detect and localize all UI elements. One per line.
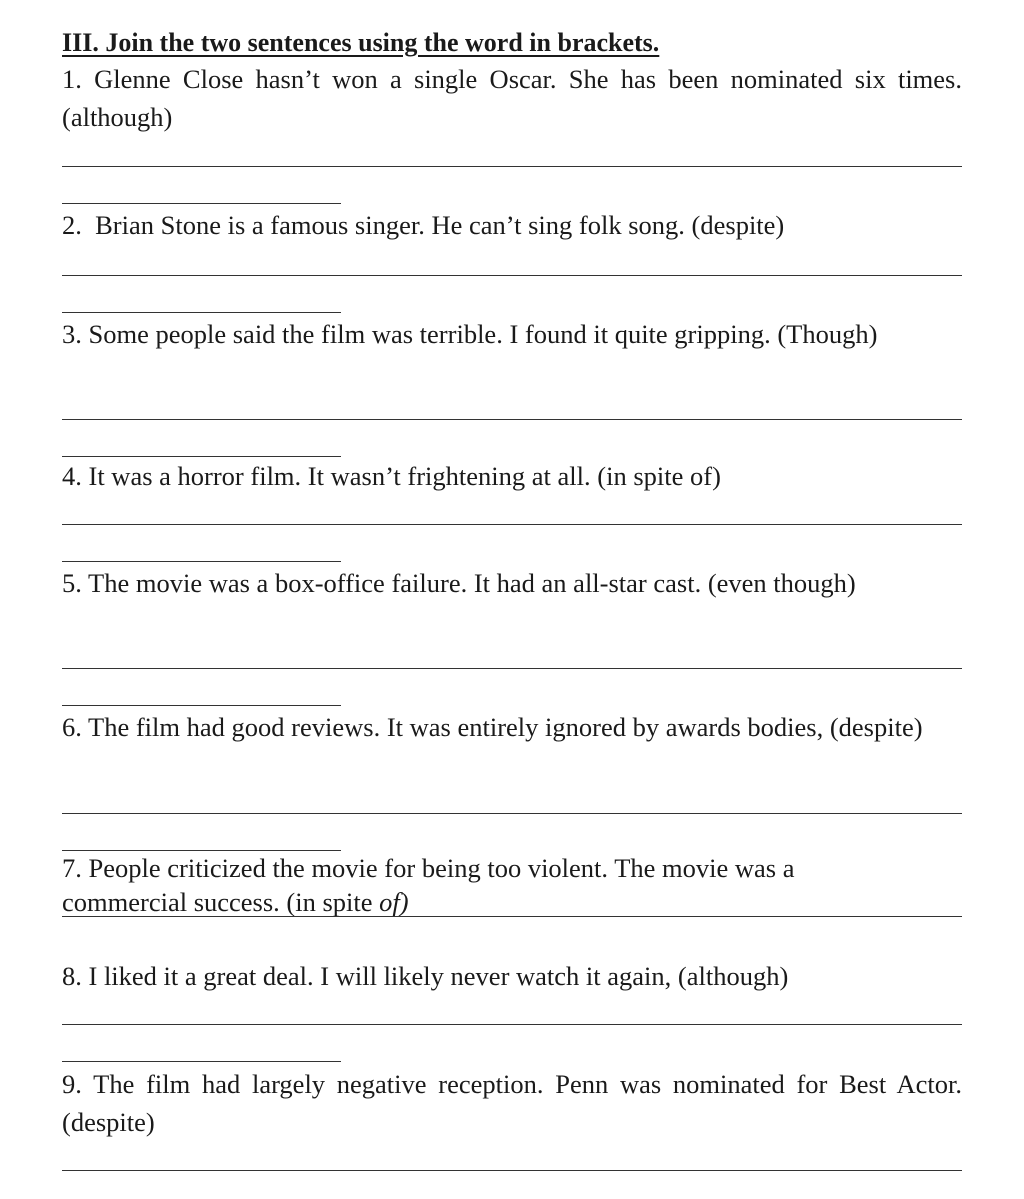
question-3 [62,315,962,353]
answer-line-1b[interactable] [62,203,341,204]
question-9 [62,1065,962,1141]
question-number: 2. [62,210,82,240]
answer-line-6a[interactable] [62,813,962,814]
question-1 [62,60,962,136]
question-2 [62,206,962,244]
answer-line-8b[interactable] [62,1061,341,1062]
question-number: 5. [62,568,82,598]
question-8 [62,957,962,995]
question-5 [62,564,962,602]
question-text-line1: People criticized the movie for being too violent. The movie was a [88,853,795,883]
answer-line-9[interactable] [62,1170,962,1171]
question-number: 7. [62,853,82,883]
question-7 [62,851,962,919]
answer-line-7[interactable] [62,916,962,917]
question-number: 6. [62,712,82,742]
question-text: Brian Stone is a famous singer. He can’t sing folk song. (despite) [95,210,785,240]
section-heading: III. Join the two sentences using the word in brackets. [62,28,660,57]
answer-line-2b[interactable] [62,312,341,313]
answer-line-4a[interactable] [62,524,962,525]
question-number: 3. [62,319,82,349]
answer-line-5b[interactable] [62,705,341,706]
question-text: Some people said the film was terrible. I found it quite gripping. (Though) [88,319,878,349]
question-number: 8. [62,961,82,991]
question-number: 1. [62,64,82,94]
question-text: The film had good reviews. It was entirely ignored by awards bodies, (despite) [88,712,923,742]
question-text: Glenne Close hasn’t won a single Oscar. She has been nominated six times. (although) [62,64,962,132]
question-number: 4. [62,461,82,491]
question-text: I liked it a great deal. I will likely never watch it again, (although) [88,961,789,991]
question-text-italic: of) [379,887,409,917]
question-text: It was a horror film. It wasn’t frightening at all. (in spite of) [88,461,721,491]
answer-line-2a[interactable] [62,275,962,276]
answer-line-8a[interactable] [62,1024,962,1025]
answer-line-4b[interactable] [62,561,341,562]
question-text: The movie was a box-office failure. It had an all-star cast. (even though) [88,568,856,598]
question-text: The film had largely negative reception. Penn was nominated for Best Actor. (despite) [62,1069,962,1137]
answer-line-3a[interactable] [62,419,962,420]
question-number: 9. [62,1069,82,1099]
question-4 [62,457,962,495]
answer-line-1a[interactable] [62,166,962,167]
question-6 [62,708,962,746]
answer-line-5a[interactable] [62,668,962,669]
question-text-line2: commercial success. (in spite [62,887,380,917]
